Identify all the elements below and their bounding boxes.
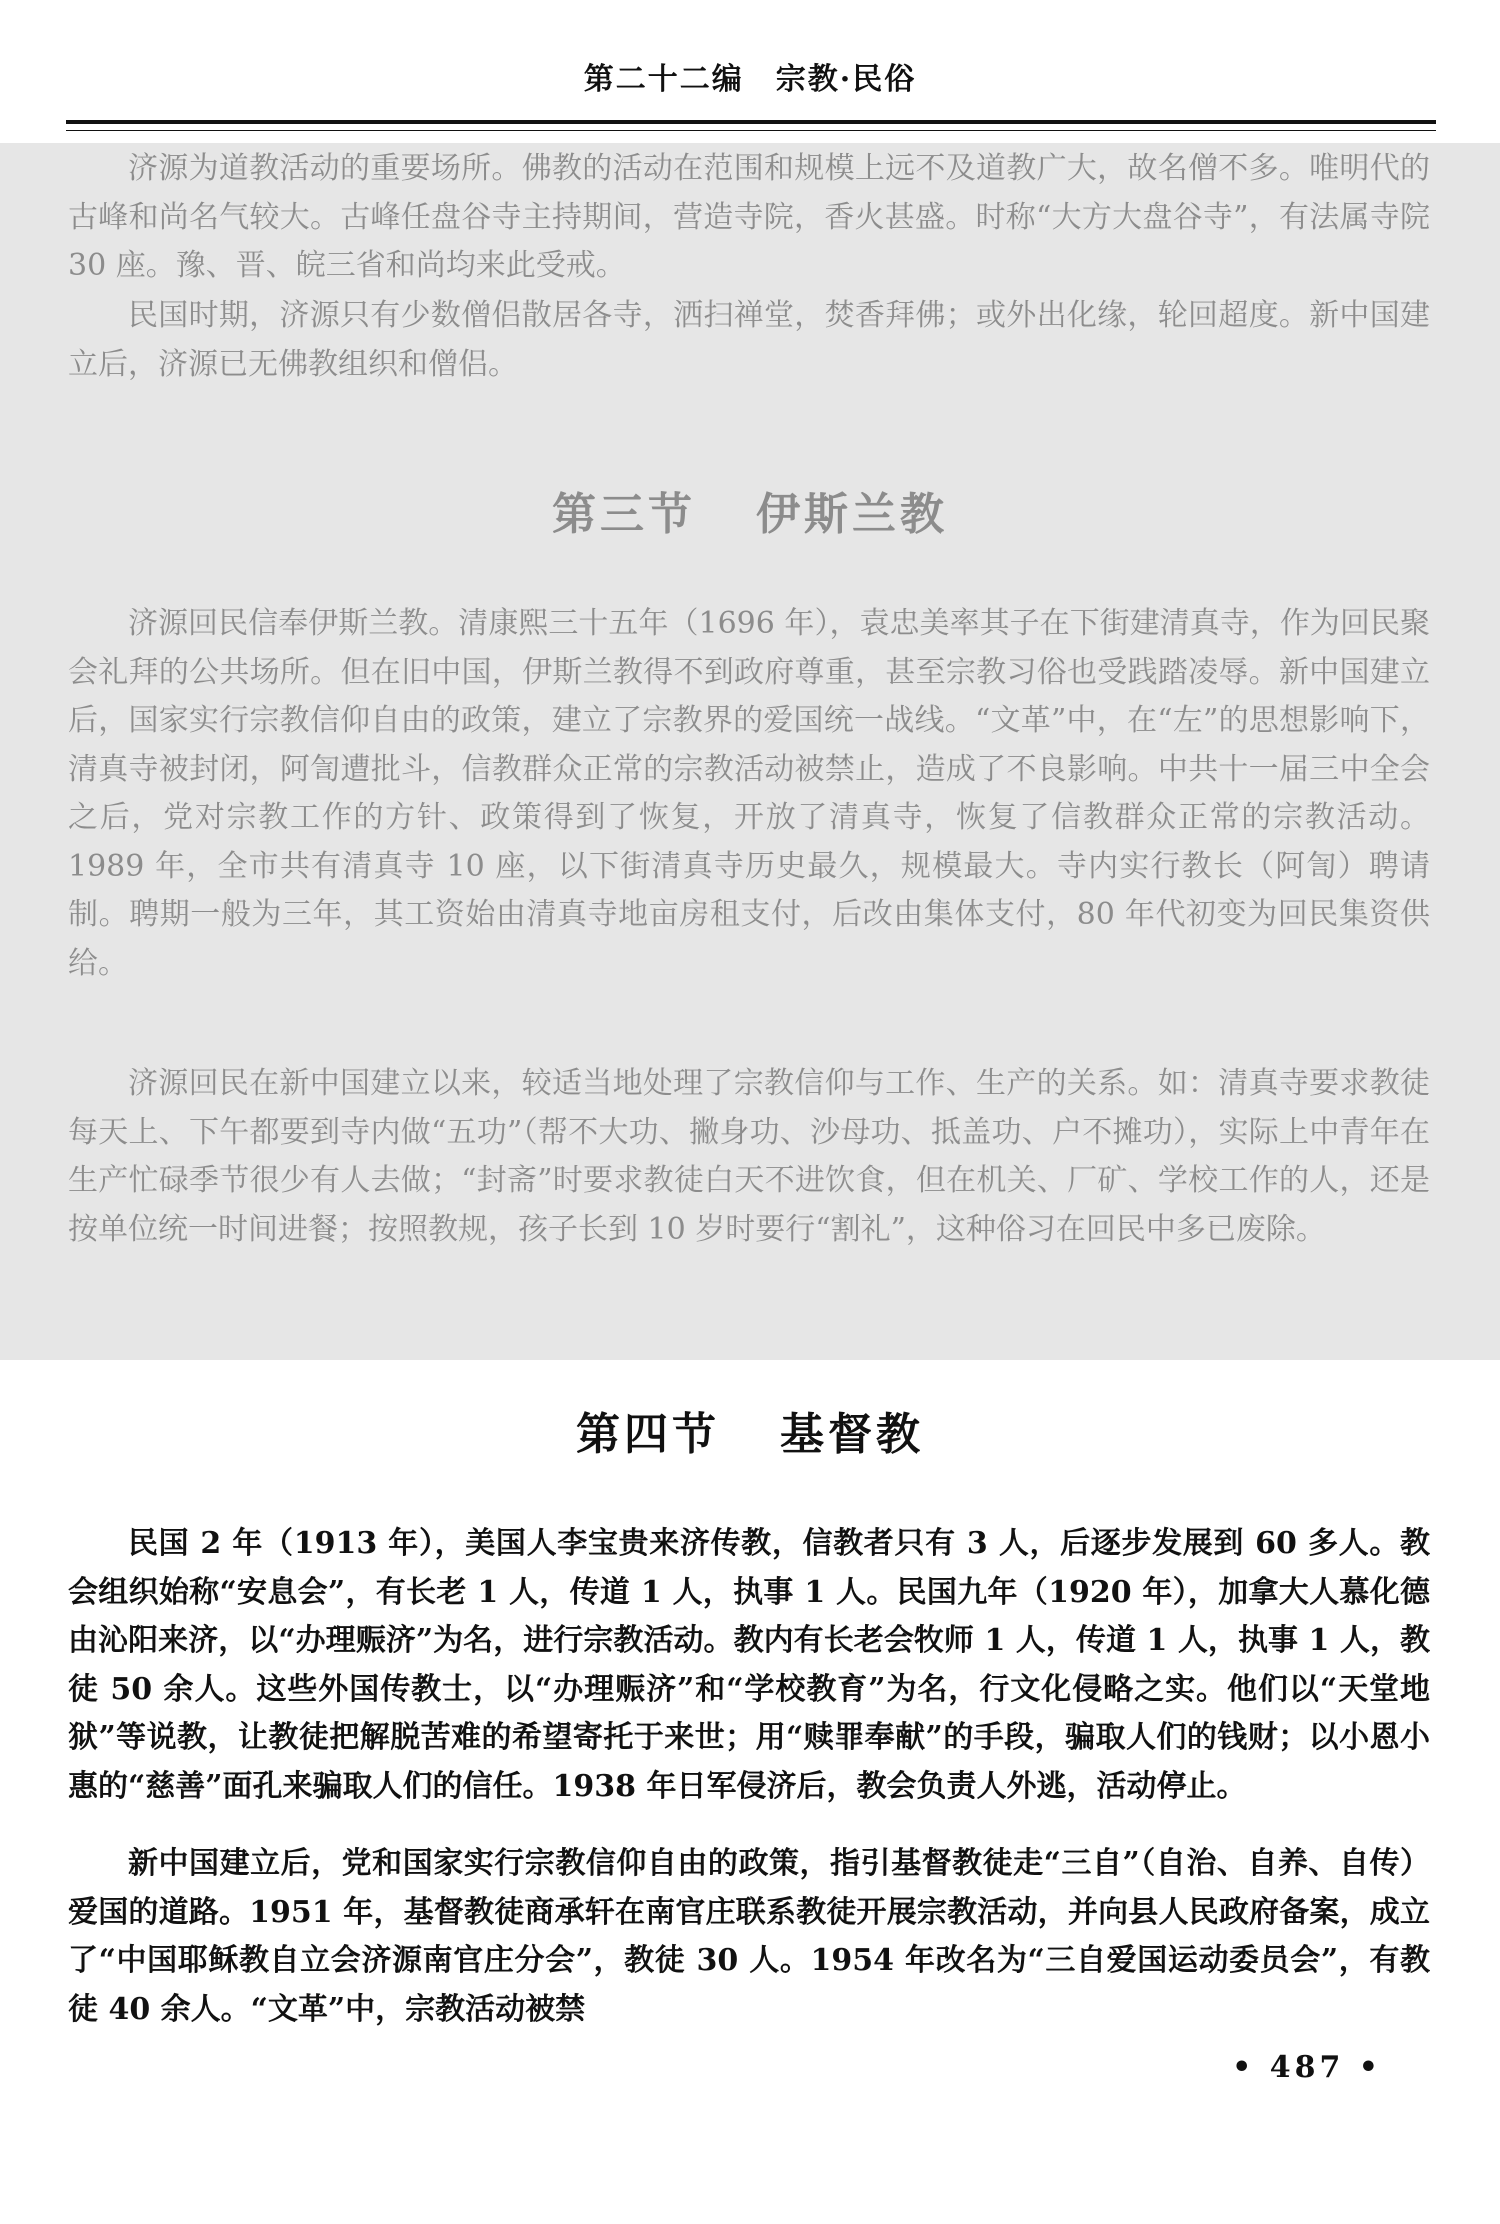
- header-rule-thick: [66, 120, 1436, 124]
- buddhism-paragraph-2: 民国时期，济源只有少数僧侣散居各寺，洒扫禅堂，焚香拜佛；或外出化缘，轮回超度。新中国建立后，济源已无佛教组织和僧侣。: [68, 298, 1430, 382]
- section-3-number: 第三节: [552, 489, 696, 540]
- header-rule-thin: [66, 130, 1436, 131]
- section-3-title: 伊斯兰教: [756, 489, 948, 540]
- section-3-heading: [0, 478, 1500, 542]
- running-header: 第二十二编 宗教·民俗: [583, 62, 917, 97]
- section-4-heading: [0, 1398, 1500, 1462]
- islam-paragraph-1: 济源回民信奉伊斯兰教。清康熙三十五年（1696 年），袁忠美率其子在下街建清真寺，作为回民聚会礼拜的公共场所。但在旧中国，伊斯兰教得不到政府尊重，甚至宗教习俗也受践踏凌辱。新中国建立后，国家实行宗教信仰自由的政策，建立了宗教界的爱国统一战线。“文革”中，在“左”的思想影响下，清真寺被封闭，阿訇遭批斗，信教群众正常的宗教活动被禁止，造成了不良影响。中共十一届三中全会之后，党对宗教工作的方针、政策得到了恢复，开放了清真寺，恢复了信教群众正常的宗教活动。1989 年，全市共有清真寺 10 座，以下街清真寺历史最久，规模最大。寺内实行教长（阿訇）聘请制。聘期一般为三年，其工资始由清真寺地亩房租支付，后改由集体支付，80 年代初变为回民集资供给。: [68, 606, 1430, 981]
- islam-paragraph-2: 济源回民在新中国建立以来，较适当地处理了宗教信仰与工作、生产的关系。如：清真寺要求教徒每天上、下午都要到寺内做“五功”（帮不大功、撇身功、沙母功、抵盖功、户不摊功），实际上中青年在生产忙碌季节很少有人去做；“封斋”时要求教徒白天不进饮食，但在机关、厂矿、学校工作的人，还是按单位统一时间进餐；按照教规，孩子长到 10 岁时要行“割礼”，这种俗习在回民中多已废除。: [68, 1066, 1430, 1247]
- section-4-number: 第四节: [576, 1409, 720, 1460]
- christianity-paragraph-2: 新中国建立后，党和国家实行宗教信仰自由的政策，指引基督教徒走“三自”（自治、自养、自传）爱国的道路。1951 年，基督教徒商承轩在南官庄联系教徒开展宗教活动，并向县人民政府备案，成立了“中国耶稣教自立会济源南官庄分会”，教徒 30 人。1954 年改名为“三自爱国运动委员会”，有教徒 40 余人。“文革”中，宗教活动被禁: [68, 1846, 1430, 2027]
- section-4-title: 基督教: [780, 1409, 924, 1460]
- christianity-paragraph-1: 民国 2 年（1913 年），美国人李宝贵来济传教，信教者只有 3 人，后逐步发展到 60 多人。教会组织始称“安息会”，有长老 1 人，传道 1 人，执事 1 人。民国九年（1920 年），加拿大人慕化德由沁阳来济，以“办理赈济”为名，进行宗教活动。教内有长老会牧师 1 人，传道 1 人，执事 1 人，教徒 50 余人。这些外国传教士，以“办理赈济”和“学校教育”为名，行文化侵略之实。他们以“天堂地狱”等说教，让教徒把解脱苦难的希望寄托于来世；用“赎罪奉献”的手段，骗取人们的钱财；以小恩小惠的“慈善”面孔来骗取人们的信任。1938 年日军侵济后，教会负责人外逃，活动停止。: [68, 1526, 1430, 1804]
- buddhism-paragraph-1: 济源为道教活动的重要场所。佛教的活动在范围和规模上远不及道教广大，故名僧不多。唯明代的古峰和尚名气较大。古峰任盘谷寺主持期间，营造寺院，香火甚盛。时称“大方大盘谷寺”，有法属寺院 30 座。豫、晋、皖三省和尚均来此受戒。: [68, 151, 1430, 283]
- page-number: • 487 •: [1232, 2050, 1382, 2085]
